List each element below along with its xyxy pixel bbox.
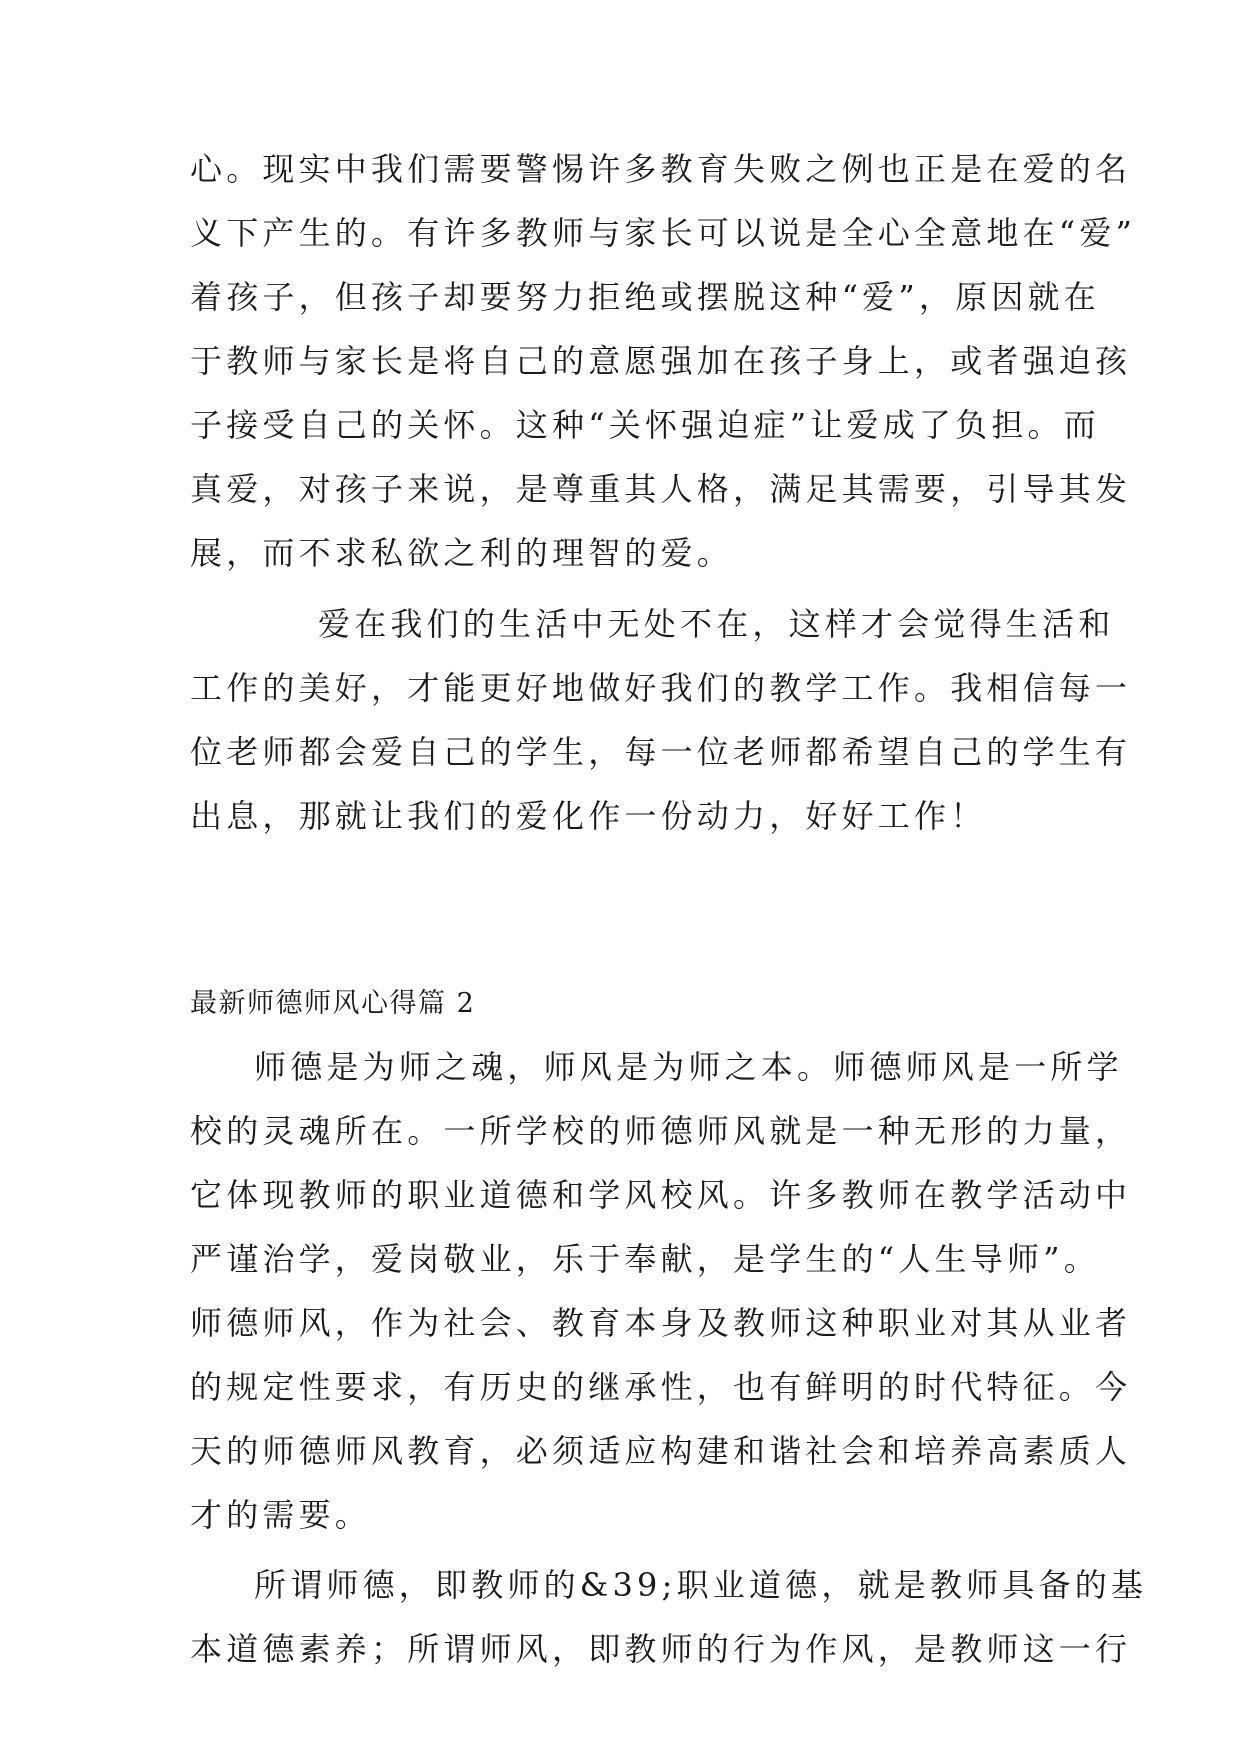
paragraph-line: 校的灵魂所在。一所学校的师德师风就是一种无形的力量， (190, 1112, 1132, 1150)
paragraph-line: 工作的美好，才能更好地做好我们的教学工作。我相信每一 (190, 669, 1132, 707)
paragraph-line: 展，而不求私欲之利的理智的爱。 (190, 534, 734, 572)
paragraph-line: 严谨治学，爱岗敬业，乐于奉献，是学生的“人生导师”。 (190, 1240, 1100, 1278)
paragraph-line: 义下产生的。有许多教师与家长可以说是全心全意地在“爱” (190, 214, 1137, 252)
paragraph-line: 的规定性要求，有历史的继承性，也有鲜明的时代特征。今 (190, 1368, 1132, 1406)
paragraph-line: 所谓师德，即教师的&39;职业道德，就是教师具备的基 (254, 1566, 1148, 1604)
paragraph-line: 真爱，对孩子来说，是尊重其人格，满足其需要，引导其发 (190, 470, 1132, 508)
paragraph-line: 本道德素养；所谓师风，即教师的行为作风，是教师这一行 (190, 1630, 1132, 1668)
section-heading: 最新师德师风心得篇 2 (190, 988, 476, 1019)
paragraph-line: 爱在我们的生活中无处不在，这样才会觉得生活和 (318, 605, 1115, 643)
paragraph-line: 天的师德师风教育，必须适应构建和谐社会和培养高素质人 (190, 1432, 1132, 1470)
paragraph-line: 心。现实中我们需要警惕许多教育失败之例也正是在爱的名 (190, 150, 1132, 188)
paragraph-line: 位老师都会爱自己的学生，每一位老师都希望自己的学生有 (190, 733, 1132, 771)
paragraph-line: 子接受自己的关怀。这种“关怀强迫症”让爱成了负担。而 (190, 406, 1100, 444)
paragraph-line: 它体现教师的职业道德和学风校风。许多教师在教学活动中 (190, 1176, 1132, 1214)
paragraph-line: 师德是为师之魂，师风是为师之本。师德师风是一所学 (254, 1048, 1123, 1086)
paragraph-line: 着孩子，但孩子却要努力拒绝或摆脱这种“爱”，原因就在 (190, 278, 1100, 316)
paragraph-line: 于教师与家长是将自己的意愿强加在孩子身上，或者强迫孩 (190, 342, 1132, 380)
paragraph-line: 师德师风，作为社会、教育本身及教师这种职业对其从业者 (190, 1304, 1132, 1342)
paragraph-line: 才的需要。 (190, 1496, 372, 1534)
paragraph-line: 出息，那就让我们的爱化作一份动力，好好工作！ (190, 797, 987, 835)
